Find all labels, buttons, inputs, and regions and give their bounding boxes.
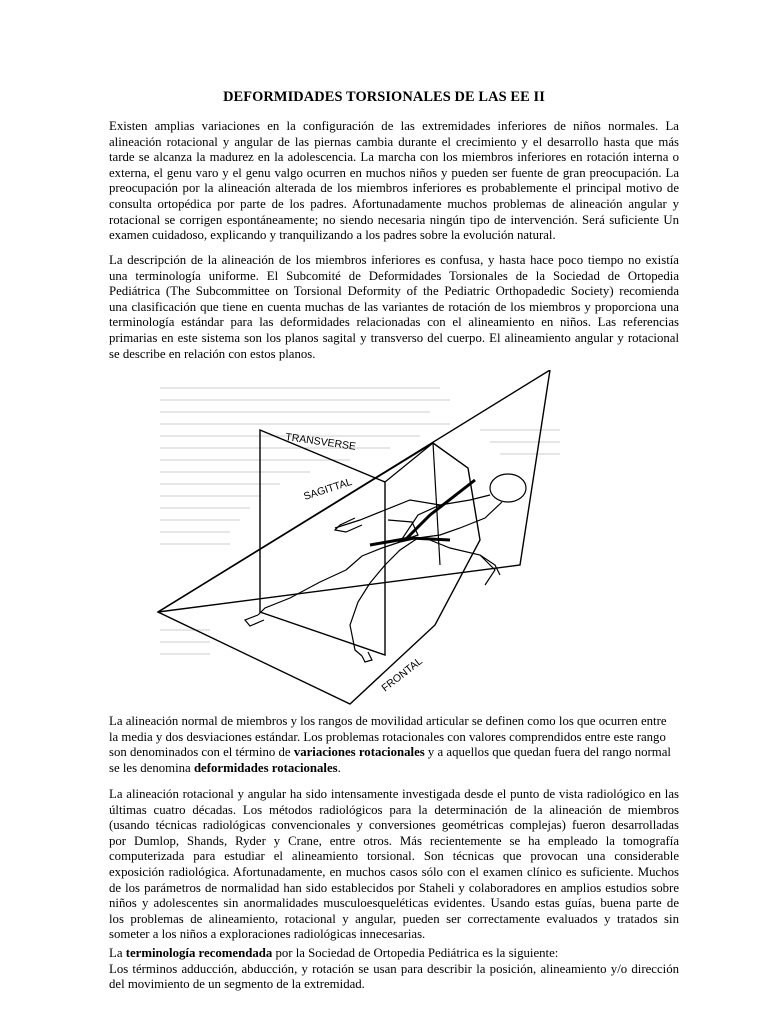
text-line: examen cuidadoso, explicando y tranquilizando a los padres sobre la evolución natural.	[109, 228, 556, 243]
paragraph-radiology	[109, 787, 679, 943]
text-line: primarias en este sistema son los planos sagital y transverso del cuerpo. El alineamiento angular y rotacional	[109, 330, 679, 345]
text-line: exposición radiológica. Afortunadamente, en muchos casos sólo con el examen clínico es suficiente. Muchos	[109, 864, 679, 879]
term-terminologia-recomendada: terminología recomendada	[125, 946, 273, 960]
text-line: por Dumlop, Shands, Ryder y Crane, entre otros. Más recientemente se ha empleado la tomografía	[109, 833, 679, 848]
sagittal-plane	[260, 430, 385, 655]
text-line: consulta ortopédica por parte de los padres. Afortunadamente muchos problemas de alineación angular y	[109, 196, 679, 211]
text-line: computerizada para estudiar el alineamiento torsional. Son técnicas que provocan una considerable	[109, 849, 679, 864]
text-line: rotacional se corrigen espontáneamente; no siendo necesaria ningún tipo de intervención. Será suficiente Un	[109, 212, 679, 227]
text-line: Los términos adducción, abducción, y rotación se usan para describir la posición, alineamiento y/o dirección	[109, 961, 679, 976]
text-line: una clasificación que tiene en cuenta muchas de las variantes de rotación de los miembros y proporciona una	[109, 299, 679, 314]
frontal-plane	[158, 443, 480, 704]
label-frontal: FRONTAL	[379, 655, 425, 695]
head	[490, 474, 526, 502]
text-line: de los parámetros de normalidad han sido establecidos por Staheli y colaboradores en amplios estudios sobre	[109, 880, 679, 895]
text-line: La alineación rotacional y angular ha sido intensamente investigada desde el punto de vista radiológico en las	[109, 787, 679, 801]
text-line: del movimiento de un segmento de la extremidad.	[109, 977, 365, 992]
text-line: (usando técnicas radiológicas convencionales y conversiones geométricas complejas) fueron desarrolladas	[109, 818, 679, 833]
text-line: preocupación por la alineación alterada de los miembros inferiores es probablemente el principal motivo de	[109, 181, 679, 196]
paragraph-intro	[109, 119, 679, 244]
term-deformidades-rotacionales: deformidades rotacionales	[193, 760, 338, 775]
text-line: alineación rotacional y angular de las piernas cambia durante el crecimiento y el desarrollo hasta que más	[109, 134, 679, 149]
text-line: La terminología recomendada por la Sociedad de Ortopedia Pediátrica es la siguiente:	[109, 946, 559, 960]
text-line: los problemas de alineamiento, rotacional y angular, pueden ser correctamente evaluados y tratados sin	[109, 911, 679, 926]
text-line: externa, el genu varo y el genu valgo ocurren en muchos niños y pueden ser fuente de gran preocupación. La	[109, 165, 679, 180]
text-line: La descripción de la alineación de los miembros inferiores es confusa, y hasta hace poco tiempo no existía	[109, 253, 679, 267]
text-line: una terminología uniforme. El Subcomité de Deformidades Torsionales de la Sociedad de Ortopedia	[109, 268, 679, 283]
background-text-ghost	[160, 388, 560, 654]
label-transverse: TRANSVERSE	[284, 431, 357, 453]
text-line: son denominados con el término de variaciones rotacionales y a aquellos que quedan fuera del rango normal	[109, 745, 671, 760]
text-line: niños y adolescentes sin anormalidades musculoesqueléticas evidentes. Usando estas guías, buena parte de	[109, 896, 679, 911]
text-line: se describe en relación con estos planos.	[109, 346, 316, 361]
text-line: terminología estándar para las deformidades relacionadas con el alineamiento en niños. Las referencias	[109, 315, 679, 330]
planes-illustration	[150, 370, 570, 705]
text-line: últimas cuatro décadas. Los métodos radiológicos para la determinación de la alineación de miembros	[109, 802, 679, 817]
document-title: DEFORMIDADES TORSIONALES DE LAS EE II	[223, 89, 545, 105]
text-line: tarde se alcanza la madurez en la adolescencia. La marcha con los miembros inferiores en rotación interna o	[109, 150, 679, 165]
text-line: Pediátrica (The Subcommittee on Torsional Deformity of the Pediatric Orthopadedic Society) recomienda	[109, 284, 679, 299]
text-line: se les denomina deformidades rotacionales.	[109, 760, 341, 775]
text-line: someter a los niños a exploraciones radiológicas innecesarias.	[109, 927, 426, 942]
term-variaciones-rotacionales: variaciones rotacionales	[293, 745, 425, 760]
label-sagittal: SAGITTAL	[302, 475, 354, 503]
paragraph-terminology	[109, 253, 679, 362]
paragraph-recommended-terminology	[109, 946, 679, 993]
paragraph-normal-alignment	[109, 714, 679, 776]
anatomical-planes-figure	[150, 370, 570, 705]
text-line: Existen amplias variaciones en la configuración de las extremidades inferiores de niños normales. La	[109, 119, 679, 133]
text-line: la media y dos desviaciones estándar. Los problemas rotacionales con valores comprendidos entre este rango	[109, 729, 666, 744]
text-line: La alineación normal de miembros y los rangos de movilidad articular se definen como los que ocurren entre	[109, 714, 667, 728]
